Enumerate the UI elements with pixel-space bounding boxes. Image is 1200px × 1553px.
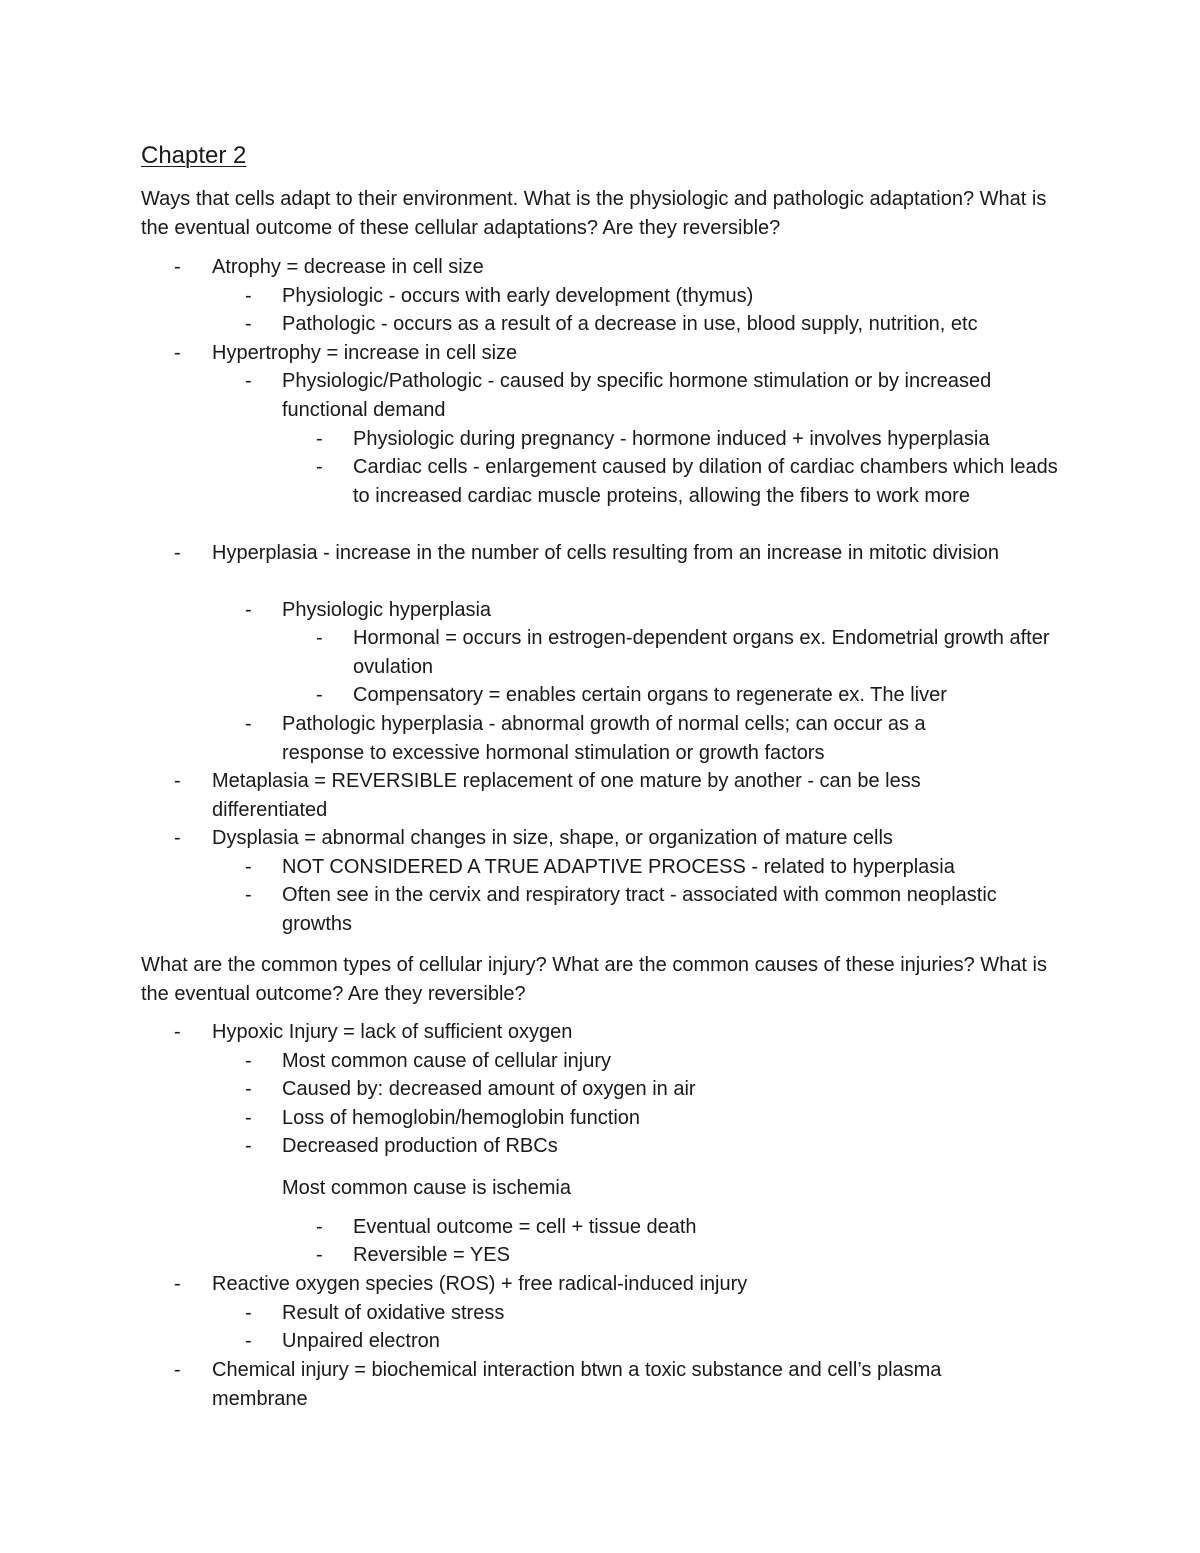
- list-item: [0, 824, 1200, 853]
- list-item-text: NOT CONSIDERED A TRUE ADAPTIVE PROCESS - related to hyperplasia: [282, 856, 955, 878]
- bullet: -: [174, 342, 181, 364]
- list-item-text: Result of oxidative stress: [282, 1302, 505, 1324]
- bullet: -: [245, 884, 252, 906]
- list-item-text: Unpaired electron: [282, 1330, 440, 1352]
- list-item: [0, 881, 1200, 935]
- list-item-text: Hypertrophy = increase in cell size: [212, 342, 518, 364]
- list-item-text: Physiologic/Pathologic - caused by specific hormone stimulation or by increased functional demand: [282, 370, 992, 421]
- list-item-text: Often see in the cervix and respiratory tract - associated with common neoplastic growths: [282, 884, 997, 935]
- bullet: -: [316, 627, 323, 649]
- list-item-text: Loss of hemoglobin/hemoglobin function: [282, 1107, 641, 1129]
- bullet: -: [245, 1330, 252, 1352]
- list-item-text: Hormonal = occurs in estrogen-dependent organs ex. Endometrial growth after ovulation: [353, 627, 1050, 678]
- bullet: -: [245, 1078, 252, 1100]
- list-item-text: Physiologic hyperplasia: [282, 599, 492, 621]
- bullet: -: [174, 1359, 181, 1381]
- bullet: -: [245, 1135, 252, 1157]
- list-item: [0, 624, 1200, 678]
- list-item-text: Decreased production of RBCs: [282, 1135, 558, 1157]
- bullet: -: [174, 827, 181, 849]
- bullet: -: [245, 1050, 252, 1072]
- list-item: [0, 539, 1200, 568]
- intro-question: Ways that cells adapt to their environment. What is the physiologic and pathologic adaptation? What is the eventual outcome of these cellular adaptations? Are they reversible?: [141, 188, 1047, 239]
- list-item-text: Cardiac cells - enlargement caused by dilation of cardiac chambers which leads to increased cardiac muscle proteins, allowing the fibers to work more: [353, 456, 1058, 507]
- bullet: -: [245, 285, 252, 307]
- list-item: [0, 310, 1200, 339]
- list-item: [0, 1132, 1200, 1161]
- bullet: -: [316, 1244, 323, 1266]
- list-item-text: Eventual outcome = cell + tissue death: [353, 1216, 697, 1238]
- list-item-text: Hyperplasia - increase in the number of cells resulting from an increase in mitotic division: [212, 542, 1000, 564]
- list-item-text: Chemical injury = biochemical interaction btwn a toxic substance and cell’s plasma membrane: [212, 1359, 942, 1410]
- list-item-text: Hypoxic Injury = lack of sufficient oxygen: [212, 1021, 573, 1043]
- list-item: [0, 1356, 1200, 1410]
- list-item: [0, 1241, 1200, 1270]
- bullet: -: [245, 856, 252, 878]
- list-item-text: Metaplasia = REVERSIBLE replacement of one mature by another - can be less differentiated: [212, 770, 921, 821]
- list-item: [0, 767, 1200, 821]
- bullet: -: [245, 713, 252, 735]
- bullet: -: [174, 1273, 181, 1295]
- list-item: [0, 1270, 1200, 1299]
- list-item: [0, 1299, 1200, 1328]
- ischemia-note: Most common cause is ischemia: [282, 1177, 571, 1199]
- bullet: -: [316, 1216, 323, 1238]
- bullet: -: [174, 542, 181, 564]
- list-item: [0, 253, 1200, 282]
- list-item-text: Atrophy = decrease in cell size: [212, 256, 484, 278]
- list-item: [0, 853, 1200, 882]
- list-item-text: Physiologic - occurs with early development (thymus): [282, 285, 754, 307]
- list-item: [0, 339, 1200, 368]
- list-item: [0, 1075, 1200, 1104]
- list-item-text: Reactive oxygen species (ROS) + free radical-induced injury: [212, 1273, 748, 1295]
- injury-question: What are the common types of cellular injury? What are the common causes of these injuries? What is the eventual outcome? Are they reversible?: [141, 954, 1047, 1005]
- list-item-text: Dysplasia = abnormal changes in size, shape, or organization of mature cells: [212, 827, 893, 849]
- page-title: Chapter 2: [141, 142, 247, 169]
- bullet: -: [174, 770, 181, 792]
- list-item-text: Caused by: decreased amount of oxygen in air: [282, 1078, 696, 1100]
- list-item-text: Compensatory = enables certain organs to regenerate ex. The liver: [353, 684, 947, 706]
- list-item: [0, 596, 1200, 625]
- bullet: -: [245, 1107, 252, 1129]
- list-item: [0, 1018, 1200, 1047]
- list-item: [0, 1213, 1200, 1242]
- list-item-text: Pathologic - occurs as a result of a decrease in use, blood supply, nutrition, etc: [282, 313, 978, 335]
- list-item-text: Reversible = YES: [353, 1244, 510, 1266]
- bullet: -: [174, 1021, 181, 1043]
- list-item: [0, 282, 1200, 311]
- bullet: -: [245, 599, 252, 621]
- bullet: -: [316, 684, 323, 706]
- list-item: [0, 1104, 1200, 1133]
- list-item-text: Pathologic hyperplasia - abnormal growth of normal cells; can occur as a response to excessive hormonal stimulation or growth factors: [282, 713, 926, 764]
- list-item-text: Physiologic during pregnancy - hormone induced + involves hyperplasia: [353, 428, 990, 450]
- list-item-text: Most common cause of cellular injury: [282, 1050, 612, 1072]
- list-item: [0, 710, 1200, 764]
- list-item: [0, 681, 1200, 710]
- bullet: -: [174, 256, 181, 278]
- bullet: -: [245, 370, 252, 392]
- bullet: -: [245, 313, 252, 335]
- list-item: [0, 1047, 1200, 1076]
- list-item: [0, 425, 1200, 454]
- list-item: [0, 453, 1200, 507]
- bullet: -: [245, 1302, 252, 1324]
- list-item: [0, 367, 1200, 421]
- bullet: -: [316, 456, 323, 478]
- bullet: -: [316, 428, 323, 450]
- list-item: [0, 1327, 1200, 1356]
